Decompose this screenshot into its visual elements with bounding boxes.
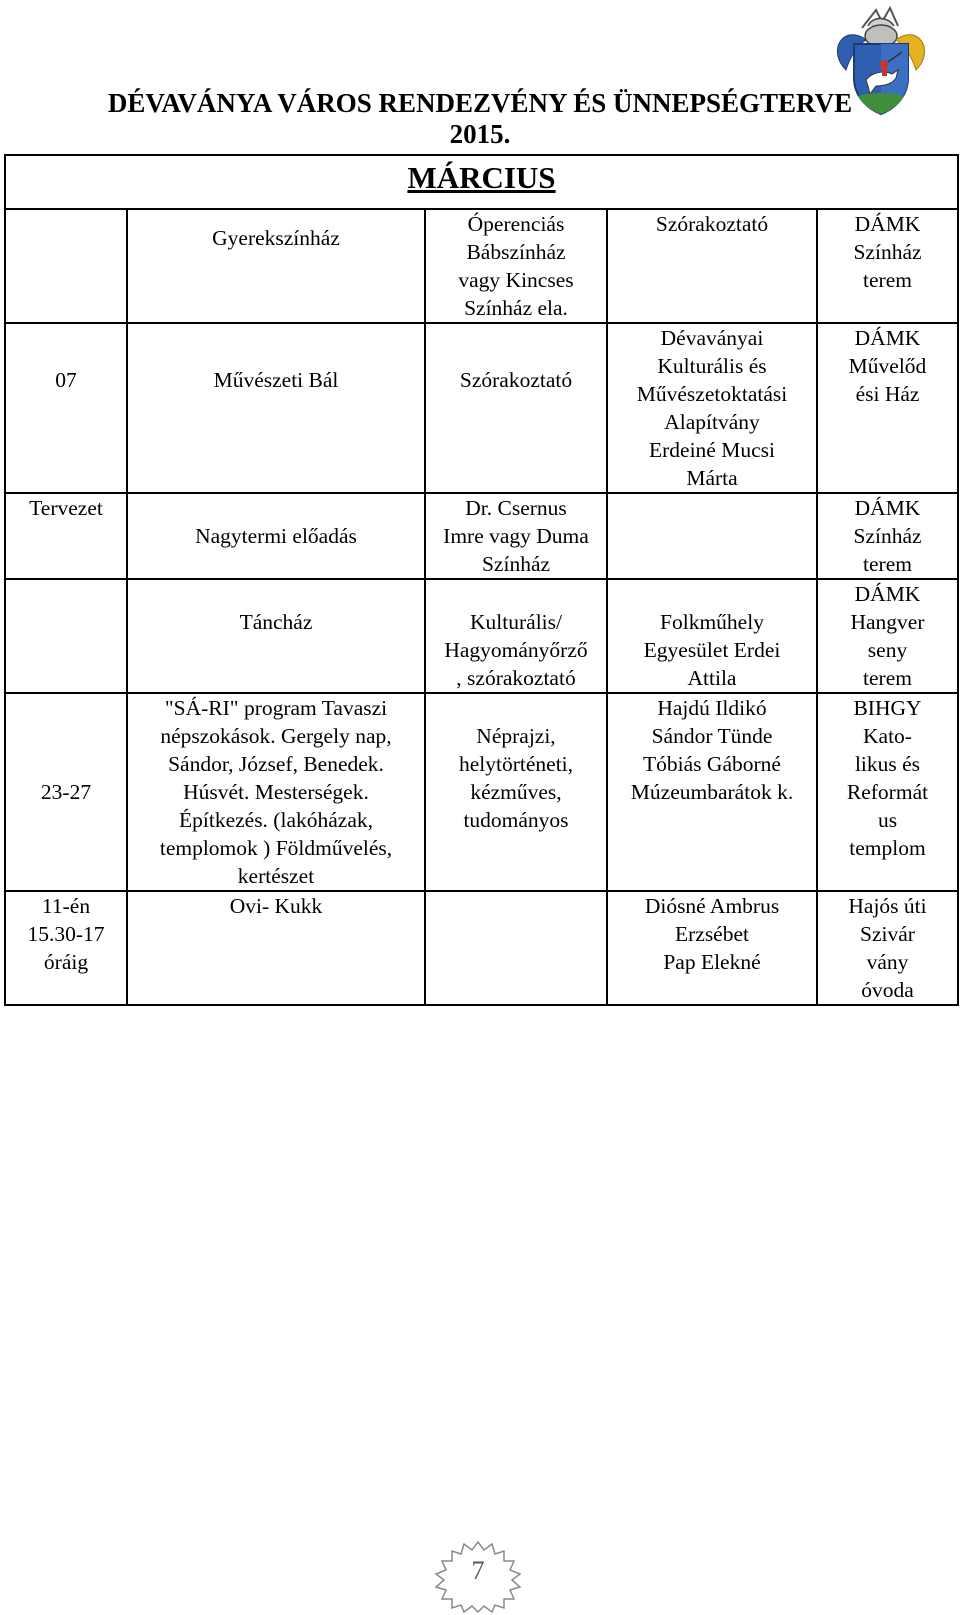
date-value: Tervezet — [29, 496, 103, 520]
venue-line: Hangver — [850, 610, 925, 634]
type-line: vagy Kincses — [458, 268, 574, 292]
type-line: kézműves, — [470, 780, 562, 804]
type-line: Dr. Csernus — [465, 496, 567, 520]
venue-line: Színház — [853, 524, 922, 548]
venue-line: Reformát — [846, 780, 929, 804]
organizer-line: Művészetoktatási — [636, 382, 788, 406]
venue-line: us — [877, 808, 898, 832]
event-cell — [127, 323, 425, 493]
venue-cell — [817, 579, 958, 693]
organizer-line: Diósné Ambrus — [644, 894, 780, 918]
event-name: Táncház — [239, 610, 313, 634]
event-line: "SÁ-RI" program Tavaszi — [164, 696, 388, 720]
event-line: Sándor, József, Benedek. — [168, 752, 384, 776]
venue-line: terem — [863, 666, 912, 690]
type-cell — [425, 323, 607, 493]
month-heading-cell — [5, 155, 958, 209]
event-cell — [127, 891, 425, 1005]
type-cell — [425, 493, 607, 579]
venue-cell — [817, 209, 958, 323]
type-line: Néprajzi, — [476, 724, 556, 748]
type-line: Színház ela. — [464, 296, 568, 320]
organizer-line: Márta — [686, 466, 738, 490]
table-row — [5, 323, 958, 493]
event-line: kertészet — [237, 864, 315, 888]
type-line: tudományos — [463, 808, 569, 832]
venue-line: templom — [849, 836, 926, 860]
venue-line: likus és — [854, 752, 921, 776]
organizer-line: Sándor Tünde — [651, 724, 773, 748]
organizer-line: Erzsébet — [674, 922, 749, 946]
type-cell — [425, 891, 607, 1005]
venue-line: vány — [866, 950, 909, 974]
event-line: Húsvét. Mesterségek. — [183, 780, 369, 804]
date-cell — [5, 493, 127, 579]
type-cell — [425, 693, 607, 891]
organizer-line: Erdeiné Mucsi — [649, 438, 775, 462]
event-name: Nagytermi előadás — [195, 524, 357, 548]
event-cell — [127, 579, 425, 693]
organizer-line: Kulturális és — [657, 354, 767, 378]
organizer-line: Szórakoztató — [655, 212, 769, 236]
organizer-line: Tóbiás Gáborné — [643, 752, 781, 776]
venue-line: Művelőd — [848, 354, 927, 378]
organizer-cell — [607, 693, 817, 891]
venue-cell — [817, 323, 958, 493]
organizer-cell — [607, 323, 817, 493]
venue-line: Szivár — [860, 922, 915, 946]
table-row — [5, 891, 958, 1005]
table-row — [5, 493, 958, 579]
organizer-cell — [607, 579, 817, 693]
event-schedule-table — [4, 154, 959, 1006]
venue-line: DÁMK — [854, 326, 921, 350]
event-line: Építkezés. (lakóházak, — [178, 808, 373, 832]
type-line: Hagyományőrző — [444, 638, 588, 662]
date-line: 11-én — [41, 894, 91, 918]
date-cell — [5, 209, 127, 323]
date-line: 15.30-17 — [27, 922, 105, 946]
venue-cell — [817, 493, 958, 579]
title-year: 2015. — [449, 119, 511, 149]
venue-line: seny — [867, 638, 908, 662]
organizer-line: Pap Elekné — [663, 950, 761, 974]
organizer-line: Múzeumbarátok k. — [630, 780, 794, 804]
type-cell — [425, 209, 607, 323]
type-line: Kulturális/ — [470, 610, 562, 634]
type-line: Szórakoztató — [459, 368, 573, 392]
venue-line: Színház — [853, 240, 922, 264]
type-cell — [425, 579, 607, 693]
venue-line: Hajós úti — [848, 894, 927, 918]
date-value: 07 — [55, 368, 77, 392]
event-name: Ovi- Kukk — [229, 894, 323, 918]
venue-line: Kato- — [863, 724, 912, 748]
venue-line: terem — [863, 552, 912, 576]
date-cell — [5, 579, 127, 693]
month-title: MÁRCIUS — [407, 160, 556, 195]
date-cell — [5, 323, 127, 493]
month-row — [5, 155, 958, 209]
type-line: Imre vagy Duma — [443, 524, 589, 548]
date-cell — [5, 891, 127, 1005]
venue-line: BIHGY — [853, 696, 922, 720]
event-name: Gyerekszínház — [212, 226, 340, 250]
venue-line: ési Ház — [855, 382, 920, 406]
table-row — [5, 579, 958, 693]
event-line: népszokások. Gergely nap, — [160, 724, 392, 748]
venue-line: óvoda — [861, 978, 914, 1002]
venue-line: DÁMK — [854, 582, 921, 606]
table-row — [5, 209, 958, 323]
organizer-line: Hajdú Ildikó — [657, 696, 767, 720]
organizer-cell — [607, 209, 817, 323]
organizer-line: Attila — [687, 666, 737, 690]
type-line: Színház — [481, 552, 551, 576]
date-line: óráig — [43, 950, 89, 974]
type-line: helytörténeti, — [458, 752, 574, 776]
venue-line: terem — [863, 268, 912, 292]
type-line: Óperenciás — [467, 212, 565, 236]
date-cell — [5, 693, 127, 891]
organizer-line: Alapítvány — [664, 410, 760, 434]
venue-cell — [817, 891, 958, 1005]
event-cell — [127, 209, 425, 323]
organizer-cell — [607, 493, 817, 579]
venue-line: DÁMK — [854, 212, 921, 236]
venue-line: DÁMK — [854, 496, 921, 520]
organizer-line: Folkműhely — [660, 610, 764, 634]
event-line: templomok ) Földművelés, — [159, 836, 393, 860]
organizer-line: Egyesület Erdei — [643, 638, 781, 662]
event-cell — [127, 493, 425, 579]
type-line: Bábszínház — [466, 240, 566, 264]
type-line: , szórakoztató — [456, 666, 576, 690]
page-number: 7 — [471, 1556, 485, 1585]
date-value: 23-27 — [40, 780, 92, 804]
event-name: Művészeti Bál — [213, 368, 339, 392]
organizer-line: Dévaványai — [660, 326, 764, 350]
title-line: DÉVAVÁNYA VÁROS RENDEZVÉNY ÉS ÜNNEPSÉGTERVE — [107, 88, 853, 118]
venue-cell — [817, 693, 958, 891]
event-cell — [127, 693, 425, 891]
organizer-cell — [607, 891, 817, 1005]
table-row — [5, 693, 958, 891]
document-title — [0, 88, 960, 150]
